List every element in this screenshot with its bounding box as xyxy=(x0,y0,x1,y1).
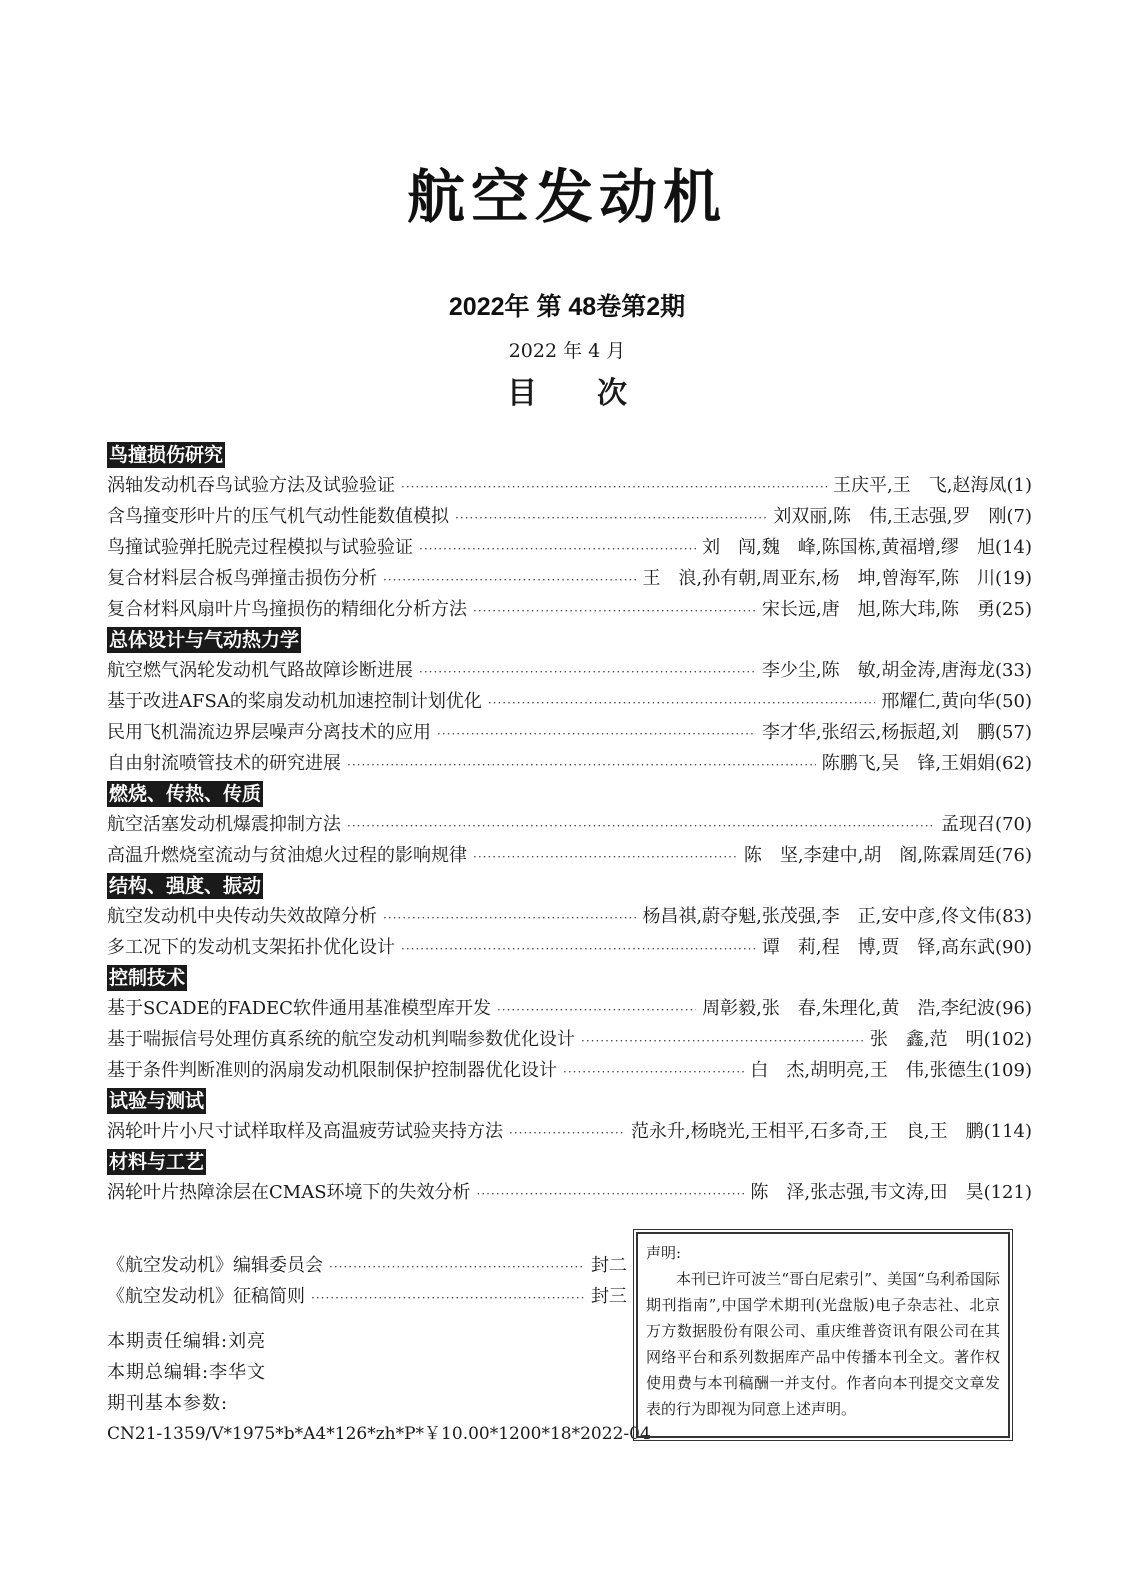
article-authors-page: 陈鹏飞,吴 锋,王娟娟(62) xyxy=(821,753,1032,774)
article-title: 高温升燃烧室流动与贫油熄火过程的影响规律 xyxy=(107,845,467,866)
table-of-contents xyxy=(107,440,1032,1208)
article-title: 含鸟撞变形叶片的压气机气动性能数值模拟 xyxy=(107,506,449,527)
toc-entry[interactable] xyxy=(107,840,1032,871)
toc-entry[interactable] xyxy=(107,594,1032,625)
issue-line: 2022年 第 48卷第2期 xyxy=(448,293,686,321)
article-authors-page: 孟现召(70) xyxy=(941,814,1032,835)
dot-leader xyxy=(497,995,696,1026)
article-title: 航空活塞发动机爆震抑制方法 xyxy=(107,814,341,835)
toc-entry[interactable] xyxy=(107,901,1032,932)
article-title: 航空燃气涡轮发动机气路故障诊断进展 xyxy=(107,660,413,681)
dot-leader xyxy=(437,719,756,750)
dot-leader xyxy=(563,1057,744,1088)
section-heading: 总体设计与气动热力学 xyxy=(109,629,300,651)
dot-leader xyxy=(473,596,756,627)
dot-leader xyxy=(455,503,767,534)
extra-entry[interactable] xyxy=(107,1250,627,1281)
article-title: 航空发动机中央传动失效故障分析 xyxy=(107,906,377,927)
notice-heading: 声明: xyxy=(646,1244,682,1262)
dot-leader xyxy=(329,1252,585,1283)
dot-leader xyxy=(488,688,876,719)
editor-info xyxy=(107,1326,667,1450)
dot-leader xyxy=(419,534,696,565)
section-heading: 控制技术 xyxy=(109,967,186,989)
toc-entry[interactable] xyxy=(107,809,1032,840)
article-title: 涡轴发动机吞鸟试验方法及试验验证 xyxy=(107,475,395,496)
article-authors-page: 张 鑫,范 明(102) xyxy=(869,1029,1032,1050)
extra-page: 封三 xyxy=(591,1286,627,1307)
responsible-editor: 本期责任编辑:刘亮 xyxy=(107,1331,267,1352)
toc-entry[interactable] xyxy=(107,501,1032,532)
dot-leader xyxy=(581,1026,864,1057)
toc-entry[interactable] xyxy=(107,1116,1032,1147)
article-title: 多工况下的发动机支架拓扑优化设计 xyxy=(107,937,395,958)
article-title: 复合材料风扇叶片鸟撞损伤的精细化分析方法 xyxy=(107,599,467,620)
article-authors-page: 刘 闯,魏 峰,陈国栋,黄福增,缪 旭(14) xyxy=(702,537,1032,558)
article-title: 鸟撞试验弹托脱壳过程模拟与试验验证 xyxy=(107,537,413,558)
section-heading: 结构、强度、振动 xyxy=(109,875,262,897)
extra-page: 封二 xyxy=(591,1255,627,1276)
toc-entry[interactable] xyxy=(107,563,1032,594)
dot-leader xyxy=(477,1179,745,1210)
toc-entry[interactable] xyxy=(107,1024,1032,1055)
article-title: 复合材料层合板鸟弹撞击损伤分析 xyxy=(107,568,377,589)
extra-title: 《航空发动机》编辑委员会 xyxy=(107,1255,323,1276)
article-authors-page: 谭 莉,程 博,贾 铎,高东武(90) xyxy=(761,937,1032,958)
article-authors-page: 刘双丽,陈 伟,王志强,罗 刚(7) xyxy=(773,506,1032,527)
article-title: 基于喘振信号处理仿真系统的航空发动机判喘参数优化设计 xyxy=(107,1029,575,1050)
journal-title: 航空发动机 xyxy=(406,163,727,231)
toc-entry[interactable] xyxy=(107,532,1032,563)
dot-leader xyxy=(311,1283,585,1314)
contents-heading: 目次 xyxy=(507,376,687,411)
toc-entry[interactable] xyxy=(107,717,1032,748)
section-heading: 材料与工艺 xyxy=(109,1151,205,1173)
section-heading: 鸟撞损伤研究 xyxy=(109,444,224,466)
article-authors-page: 李少尘,陈 敏,胡金涛,唐海龙(33) xyxy=(761,660,1032,681)
article-authors-page: 王 浪,孙有朝,周亚东,杨 坤,曾海军,陈 川(19) xyxy=(642,568,1032,589)
section-heading: 试验与测试 xyxy=(109,1090,205,1112)
article-title: 基于条件判断准则的涡扇发动机限制保护控制器优化设计 xyxy=(107,1060,557,1081)
dot-leader xyxy=(383,565,636,596)
dot-leader xyxy=(419,657,756,688)
dot-leader xyxy=(473,842,738,873)
toc-entry[interactable] xyxy=(107,932,1032,963)
dot-leader xyxy=(347,811,935,842)
notice-body: 本刊已许可波兰“哥白尼索引”、美国“乌利希国际期刊指南”,中国学术期刊(光盘版)电子杂志社、北京万方数据股份有限公司、重庆维普资讯有限公司在其网络平台和系列数据库产品中传播本刊全文。著作权使用费与本刊稿酬一并支付。作者向本刊提交文章发表的行为即视为同意上述声明。 xyxy=(646,1270,1000,1418)
extra-entry[interactable] xyxy=(107,1281,627,1312)
article-authors-page: 杨昌祺,蔚夺魁,张茂强,李 正,安中彦,佟文伟(83) xyxy=(642,906,1032,927)
toc-entry[interactable] xyxy=(107,748,1032,779)
toc-entry[interactable] xyxy=(107,686,1032,717)
article-authors-page: 陈 泽,张志强,韦文涛,田 昊(121) xyxy=(750,1182,1032,1203)
extra-title: 《航空发动机》征稿简则 xyxy=(107,1286,305,1307)
dot-leader xyxy=(347,750,816,781)
article-title: 涡轮叶片热障涂层在CMAS环境下的失效分析 xyxy=(107,1182,471,1203)
toc-entry[interactable] xyxy=(107,993,1032,1024)
params-label: 期刊基本参数: xyxy=(107,1393,229,1414)
toc-entry[interactable] xyxy=(107,470,1032,501)
article-authors-page: 陈 坚,李建中,胡 阁,陈霖周廷(76) xyxy=(743,845,1032,866)
dot-leader xyxy=(383,903,636,934)
toc-entry[interactable] xyxy=(107,1055,1032,1086)
toc-entry[interactable] xyxy=(107,655,1032,686)
dot-leader xyxy=(401,934,756,965)
article-authors-page: 宋长远,唐 旭,陈大玮,陈 勇(25) xyxy=(761,599,1032,620)
dot-leader xyxy=(401,472,827,503)
article-title: 基于SCADE的FADEC软件通用基准模型库开发 xyxy=(107,998,491,1019)
article-authors-page: 邢耀仁,黄向华(50) xyxy=(881,691,1032,712)
toc-entry[interactable] xyxy=(107,1177,1032,1208)
article-authors-page: 白 杰,胡明亮,王 伟,张德生(109) xyxy=(750,1060,1032,1081)
extra-entries xyxy=(107,1250,627,1312)
copyright-notice xyxy=(636,1232,1010,1438)
article-title: 自由射流喷管技术的研究进展 xyxy=(107,753,341,774)
article-authors-page: 周彰毅,张 春,朱理化,黄 浩,李纪波(96) xyxy=(702,998,1032,1019)
issue-date: 2022 年 4 月 xyxy=(508,340,626,362)
article-title: 涡轮叶片小尺寸试样取样及高温疲劳试验夹持方法 xyxy=(107,1121,503,1142)
article-authors-page: 王庆平,王 飞,赵海凤(1) xyxy=(833,475,1032,496)
article-authors-page: 李才华,张绍云,杨振超,刘 鹏(57) xyxy=(761,722,1032,743)
journal-params: CN21-1359/V*1975*b*A4*126*zh*P*￥10.00*1200*18*2022-04 xyxy=(107,1424,651,1444)
article-authors-page: 范永升,杨晓光,王相平,石多奇,王 良,王 鹏(114) xyxy=(630,1121,1032,1142)
chief-editor: 本期总编辑:李华文 xyxy=(107,1362,267,1383)
section-heading: 燃烧、传热、传质 xyxy=(109,783,262,805)
dot-leader xyxy=(509,1118,625,1149)
article-title: 基于改进AFSA的桨扇发动机加速控制计划优化 xyxy=(107,691,482,712)
article-title: 民用飞机湍流边界层噪声分离技术的应用 xyxy=(107,722,431,743)
